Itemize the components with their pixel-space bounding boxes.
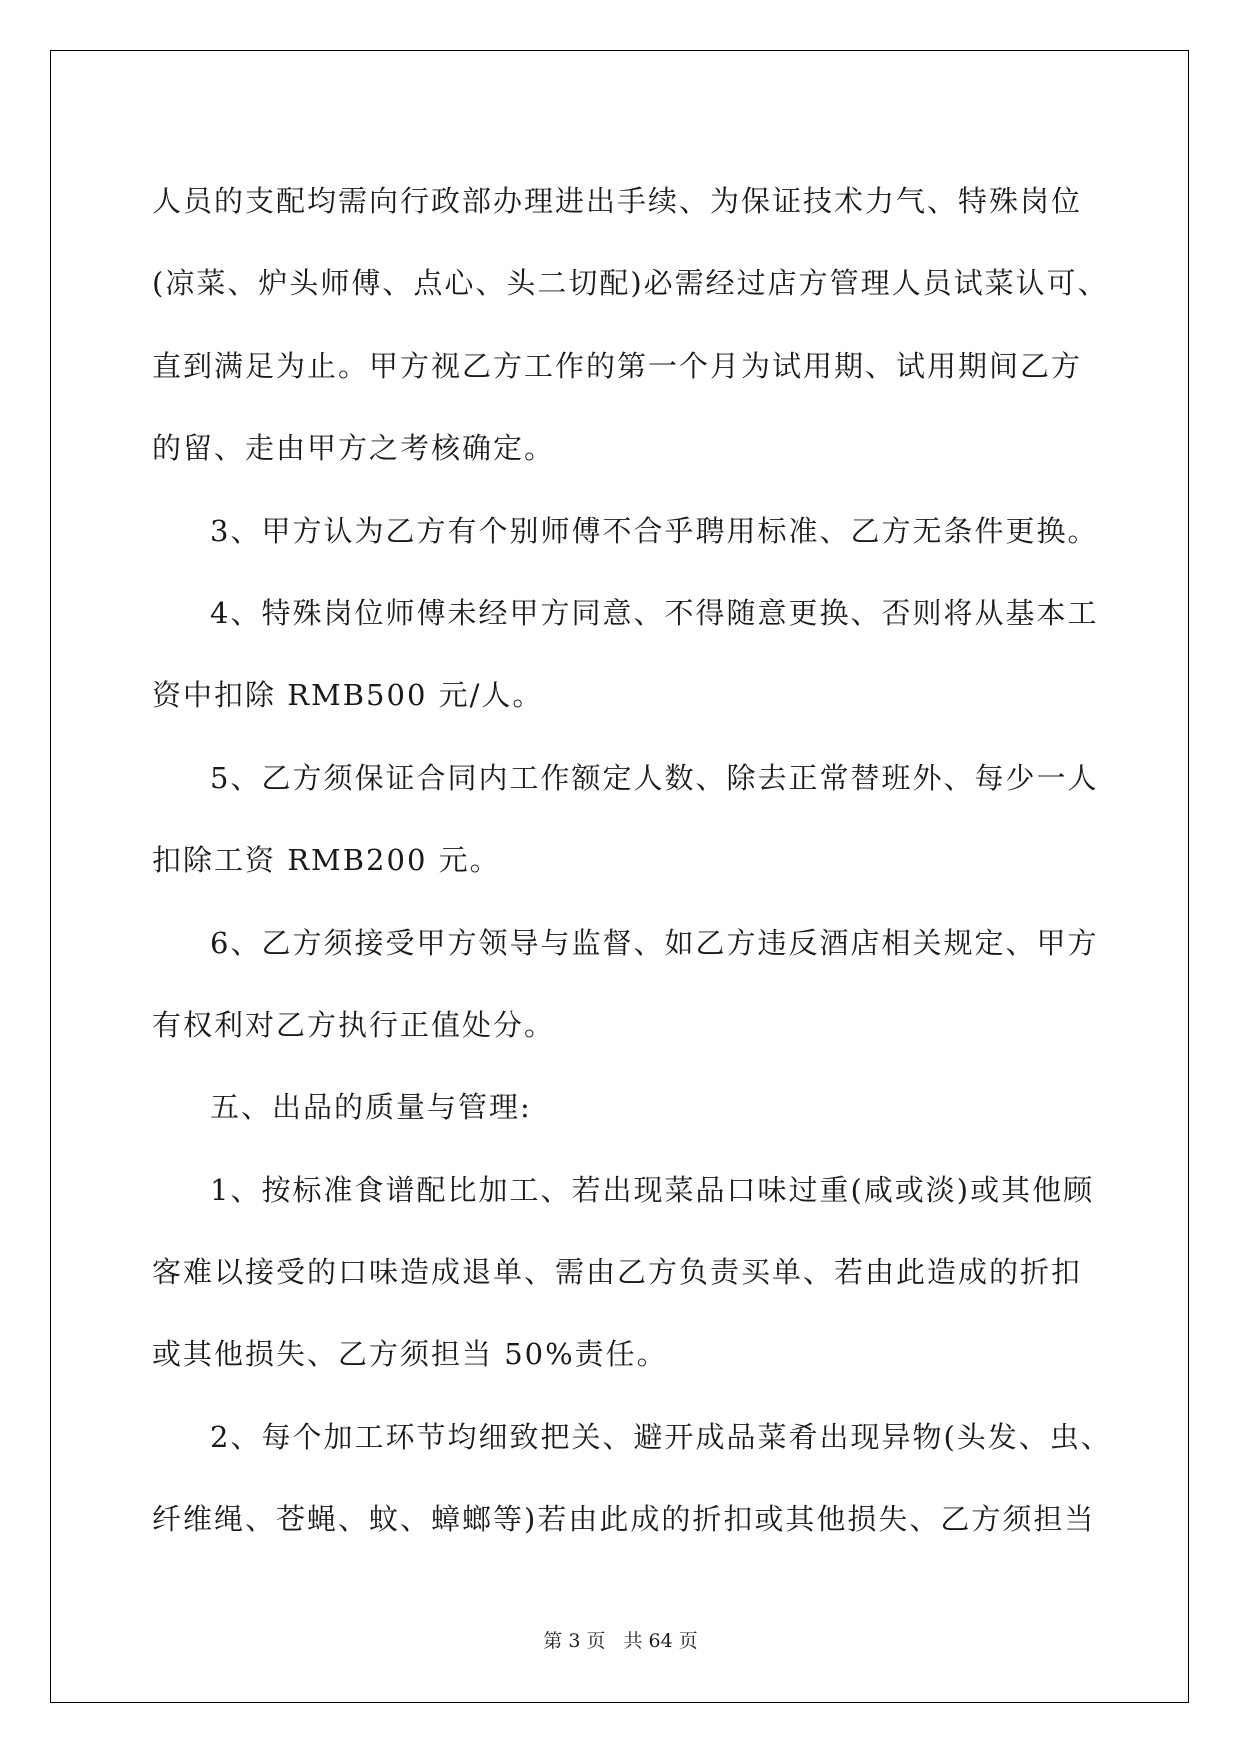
- section-heading-5: 五、出品的质量与管理:: [210, 1090, 532, 1125]
- body-line-13: 1、按标准食谱配比加工、若出现菜品口味过重(咸或淡)或其他顾: [210, 1172, 1095, 1207]
- body-line-4: 的留、走由甲方之考核确定。: [152, 431, 556, 466]
- body-line-5: 3、甲方认为乙方有个别师傅不合乎聘用标准、乙方无条件更换。: [210, 513, 1099, 548]
- body-line-9: 扣除工资 RMB200 元。: [152, 843, 501, 878]
- body-line-6: 4、特殊岗位师傅未经甲方同意、不得随意更换、否则将从基本工: [210, 595, 1099, 630]
- body-line-16: 2、每个加工环节均细致把关、避开成品菜肴出现异物(头发、虫、: [210, 1419, 1112, 1454]
- body-line-14: 客难以接受的口味造成退单、需由乙方负责买单、若由此造成的折扣: [152, 1255, 1083, 1290]
- body-line-15: 或其他损失、乙方须担当 50%责任。: [152, 1337, 668, 1372]
- document-body: [152, 160, 1112, 1561]
- body-line-1: 人员的支配均需向行政部办理进出手续、为保证技术力气、特殊岗位: [152, 184, 1083, 218]
- page-number: 第 3 页: [543, 1630, 606, 1652]
- body-line-7: 资中扣除 RMB500 元/人。: [152, 678, 544, 713]
- page-footer: [0, 1629, 1241, 1653]
- body-line-8: 5、乙方须保证合同内工作额定人数、除去正常替班外、每少一人: [210, 760, 1099, 795]
- body-line-2: (凉菜、炉头师傅、点心、头二切配)必需经过店方管理人员试菜认可、: [152, 266, 1109, 301]
- body-line-3: 直到满足为止。甲方视乙方工作的第一个月为试用期、试用期间乙方: [152, 348, 1083, 383]
- body-line-11: 有权利对乙方执行正值处分。: [152, 1007, 556, 1042]
- page-total: 共 64 页: [623, 1630, 698, 1652]
- body-line-10: 6、乙方须接受甲方领导与监督、如乙方违反酒店相关规定、甲方: [210, 925, 1099, 960]
- body-line-17: 纤维绳、苍蝇、蚊、蟑螂等)若由此成的折扣或其他损失、乙方须担当: [152, 1502, 1096, 1537]
